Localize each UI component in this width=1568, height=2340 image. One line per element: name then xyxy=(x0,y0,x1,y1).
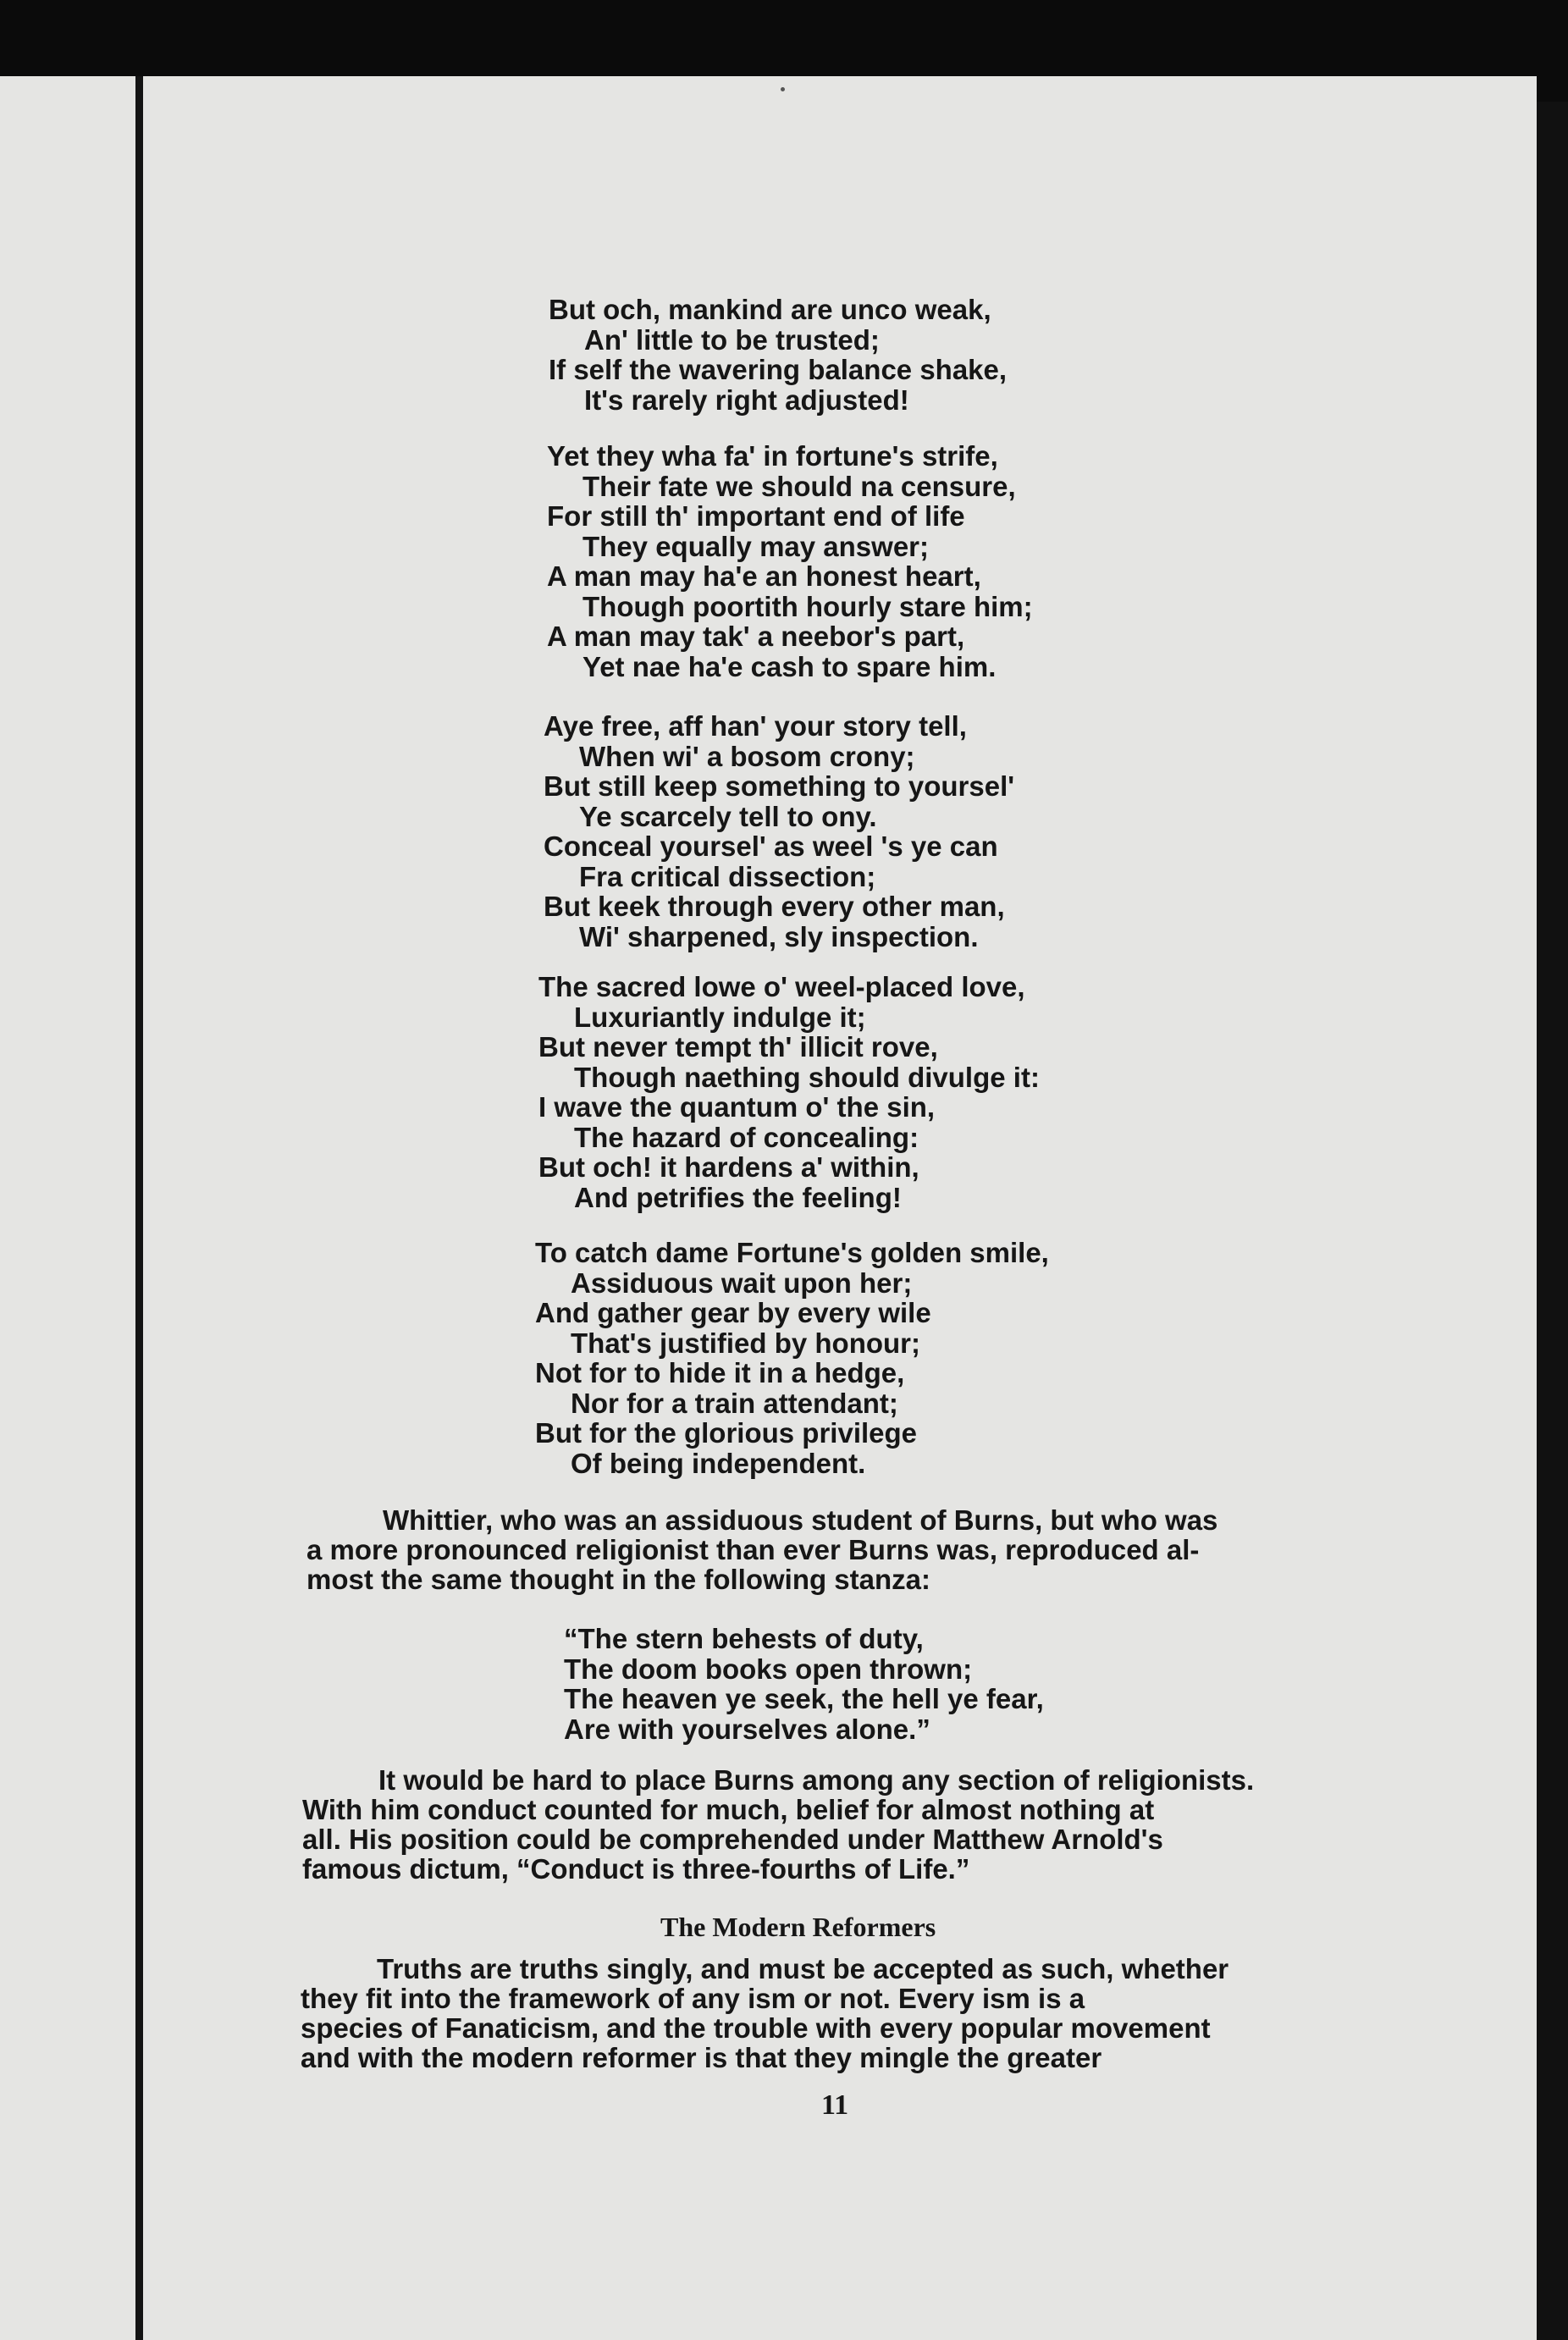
verse-line: Nor for a train attendant; xyxy=(571,1387,898,1419)
verse-line: Conceal yoursel' as weel 's ye can xyxy=(544,831,998,862)
verse-line: I wave the quantum o' the sin, xyxy=(538,1091,936,1123)
page-number: 11 xyxy=(821,2089,849,2121)
verse-line: Are with yourselves alone.” xyxy=(564,1713,930,1745)
verse-line: But och, mankind are unco weak, xyxy=(549,294,991,325)
paragraph-line: Whittier, who was an assiduous student of Burns, but who was xyxy=(383,1504,1218,1536)
verse-line: Yet nae ha'e cash to spare him. xyxy=(582,650,997,682)
stanza-1 xyxy=(549,295,1007,415)
paragraph-truths xyxy=(301,1954,1401,2072)
verse-line: Yet they wha fa' in fortune's strife, xyxy=(547,440,998,472)
verse-line: “The stern behests of duty, xyxy=(564,1623,924,1654)
verse-line: Though naething should divulge it: xyxy=(574,1061,1040,1093)
verse-line: They equally may answer; xyxy=(582,530,930,562)
verse-line: Of being independent. xyxy=(571,1447,866,1479)
verse-line: To catch dame Fortune's golden smile, xyxy=(535,1237,1049,1268)
stanza-2 xyxy=(547,441,1033,682)
verse-line: Aye free, aff han' your story tell, xyxy=(544,710,967,742)
verse-line: The hazard of concealing: xyxy=(574,1121,919,1153)
verse-line: If self the wavering balance shake, xyxy=(549,354,1008,385)
quoted-stanza xyxy=(564,1624,1044,1744)
verse-line: And gather gear by every wile xyxy=(535,1297,931,1328)
paragraph-whittier xyxy=(306,1505,1404,1594)
paragraph-line: With him conduct counted for much, belief for almost nothing at xyxy=(302,1794,1155,1825)
verse-line: The sacred lowe o' weel-placed love, xyxy=(538,971,1025,1002)
verse-line: Assiduous wait upon her; xyxy=(571,1267,913,1299)
verse-line: Luxuriantly indulge it; xyxy=(574,1001,866,1033)
paragraph-line: species of Fanaticism, and the trouble with every popular movement xyxy=(301,2012,1211,2044)
section-heading: The Modern Reformers xyxy=(660,1912,936,1942)
verse-line: Though poortith hourly stare him; xyxy=(582,590,1033,622)
stanza-5 xyxy=(535,1238,1049,1478)
verse-line: A man may ha'e an honest heart, xyxy=(547,560,981,592)
paragraph-line: most the same thought in the following stanza: xyxy=(306,1564,931,1595)
paragraph-line: It would be hard to place Burns among any section of religionists. xyxy=(378,1764,1255,1796)
verse-line: When wi' a bosom crony; xyxy=(579,740,915,772)
page-right-edge xyxy=(1537,102,1568,2340)
verse-line: And petrifies the feeling! xyxy=(574,1181,902,1213)
verse-line: But still keep something to yoursel' xyxy=(544,770,1015,802)
verse-line: An' little to be trusted; xyxy=(584,323,880,356)
paragraph-burns xyxy=(302,1765,1403,1884)
paragraph-line: they fit into the framework of any ism or not. Every ism is a xyxy=(301,1983,1085,2014)
verse-line: The doom books open thrown; xyxy=(564,1653,973,1685)
paragraph-line: famous dictum, “Conduct is three-fourths of Life.” xyxy=(302,1853,970,1885)
stanza-3 xyxy=(544,711,1014,952)
paragraph-line: all. His position could be comprehended under Matthew Arnold's xyxy=(302,1824,1163,1855)
verse-line: Fra critical dissection; xyxy=(579,860,876,892)
verse-line: But for the glorious privilege xyxy=(535,1417,918,1449)
verse-line: For still th' important end of life xyxy=(547,500,965,532)
verse-line: It's rarely right adjusted! xyxy=(584,384,909,416)
verse-line: That's justified by honour; xyxy=(571,1327,920,1359)
paragraph-line: and with the modern reformer is that they mingle the greater xyxy=(301,2042,1102,2073)
verse-line: But och! it hardens a' within, xyxy=(538,1151,919,1183)
verse-line: Wi' sharpened, sly inspection. xyxy=(579,920,979,952)
verse-line: A man may tak' a neebor's part, xyxy=(547,621,965,652)
verse-line: The heaven ye seek, the hell ye fear, xyxy=(564,1683,1044,1714)
verse-line: Not for to hide it in a hedge, xyxy=(535,1357,905,1388)
stanza-4 xyxy=(538,972,1040,1212)
paragraph-line: Truths are truths singly, and must be accepted as such, whether xyxy=(377,1953,1229,1984)
verse-line: Their fate we should na censure, xyxy=(582,470,1016,502)
paragraph-line: a more pronounced religionist than ever Burns was, reproduced al- xyxy=(306,1534,1200,1565)
verse-line: Ye scarcely tell to ony. xyxy=(579,800,877,832)
verse-line: But never tempt th' illicit rove, xyxy=(538,1031,938,1062)
verse-line: But keek through every other man, xyxy=(544,891,1005,922)
